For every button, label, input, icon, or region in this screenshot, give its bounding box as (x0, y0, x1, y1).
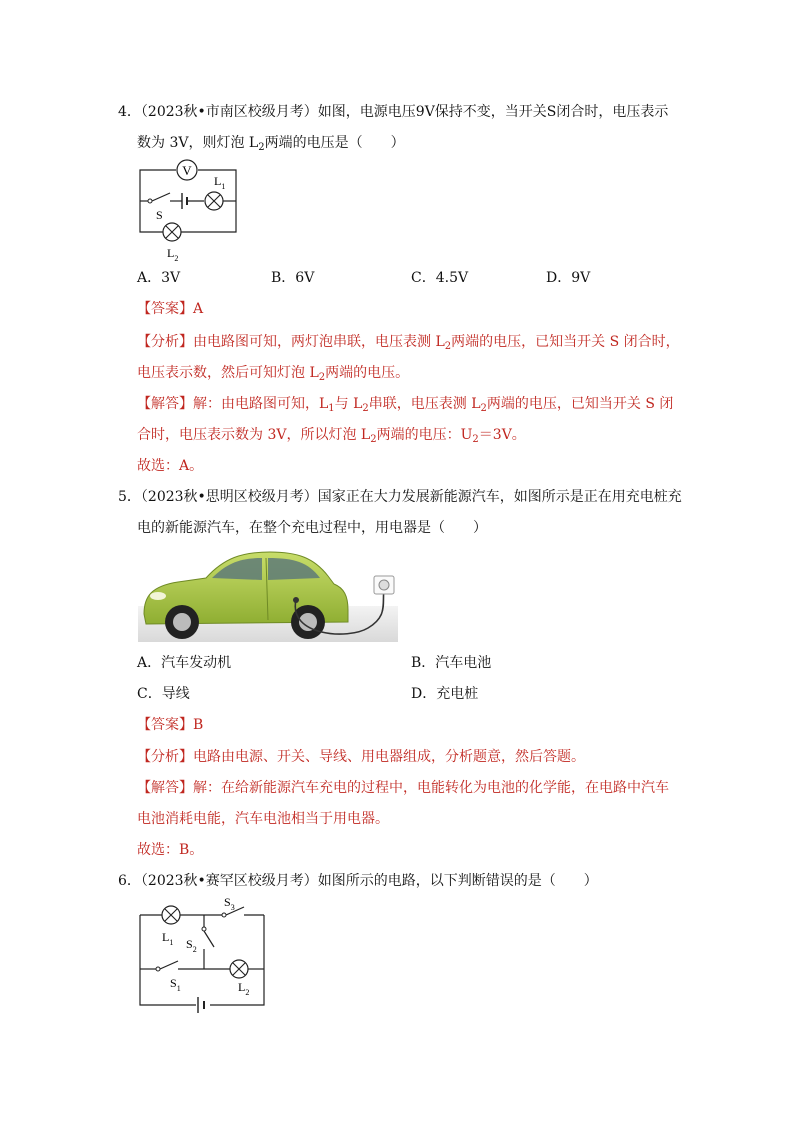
q4-analysis-line1 (137, 332, 680, 352)
lamp-l2-label: $L_2$ (167, 246, 179, 263)
solution-text: 两端的电压，已知当开关 S 闭 (486, 396, 674, 412)
q4-option-c[interactable]: C．4.5V (411, 270, 469, 286)
switch-s-label: S (156, 208, 163, 222)
switch-s2-symbol (204, 931, 214, 947)
q5-analysis (137, 747, 585, 767)
q5-option-d[interactable]: D．充电桩 (411, 686, 479, 702)
switch-s1-symbol (160, 961, 178, 969)
analysis-sub: 2 (444, 341, 452, 352)
q5-solution-line1 (137, 778, 669, 798)
analysis-text: 两端的电压。 (325, 365, 410, 381)
q4-option-b[interactable]: B．6V (271, 270, 315, 286)
q5-answer (137, 715, 203, 735)
solution-text: 合时，电压表示数为 3V，所以灯泡 L (137, 427, 371, 443)
q4-solution-line2 (137, 425, 526, 445)
solution-text: 串联，电压表测 L (368, 396, 481, 412)
charging-car-image (138, 544, 398, 642)
q4-option-a[interactable]: A．3V (137, 270, 181, 286)
q5-option-c[interactable]: C．导线 (137, 686, 190, 702)
lamp-l1-label: $L_1$ (214, 174, 226, 191)
analysis-sub: 2 (318, 372, 326, 383)
q4-stem-sub: 2 (258, 142, 265, 153)
switch-s-symbol (152, 193, 170, 201)
q4-stem-line2 (137, 133, 405, 153)
q5-choice: 故选：B。 (137, 842, 204, 858)
solution-text: 解：在给新能源汽车充电的过程中，电能转化为电池的化学能，在电路中汽车 (193, 780, 669, 796)
lamp-l2-label: $L_2$ (238, 980, 250, 997)
analysis-text: 电压表示数，然后可知灯泡 L (137, 365, 319, 381)
q4-solution-line1 (137, 394, 673, 414)
solution-tag: 【解答】 (137, 780, 193, 796)
analysis-tag: 【分析】 (137, 749, 193, 765)
solution-text: 与 L (334, 396, 363, 412)
switch-s3-label: $S_3$ (224, 895, 235, 912)
switch-s1-label: $S_1$ (170, 976, 181, 993)
q4-choice: 故选：A。 (137, 458, 204, 474)
q4-stem-text: 两端的电压是（ ） (264, 135, 405, 151)
q4-stem-line1: 4．（2023秋•市南区校级月考）如图，电源电压9V保持不变，当开关S闭合时，电压表示 (118, 104, 669, 120)
car-illustration (138, 544, 398, 642)
solution-sub: 2 (472, 434, 479, 445)
q4-analysis-line2 (137, 363, 409, 383)
q6-stem-line1: 6．（2023秋•赛罕区校级月考）如图所示的电路，以下判断错误的是（ ） (118, 873, 598, 889)
answer-value: B (193, 717, 204, 733)
solution-text: 解：由电路图可知，L (193, 396, 329, 412)
solution-sub: 2 (370, 434, 377, 445)
solution-tag: 【解答】 (137, 396, 193, 412)
q4-stem-text: 数为 3V，则灯泡 L (137, 135, 259, 151)
lamp-l1-label: $L_1$ (162, 930, 174, 947)
q4-answer (137, 299, 203, 319)
solution-sub: 2 (362, 403, 369, 414)
voltmeter-label: V (182, 163, 192, 178)
q5-stem-line2: 电的新能源汽车，在整个充电过程中，用电器是（ ） (137, 520, 487, 536)
answer-tag: 【答案】 (137, 717, 193, 733)
q5-option-a[interactable]: A．汽车发动机 (137, 655, 232, 671)
analysis-text: 由电路图可知，两灯泡串联，电压表测 L (193, 334, 445, 350)
solution-text: 两端的电压：U (376, 427, 473, 443)
analysis-tag: 【分析】 (137, 334, 193, 350)
q4-circuit-diagram (136, 156, 246, 264)
analysis-text: 两端的电压，已知当开关 S 闭合时， (451, 334, 680, 350)
q4-option-d[interactable]: D．9V (546, 270, 591, 286)
solution-text: ＝3V。 (478, 427, 526, 443)
switch-s2-label: $S_2$ (186, 937, 197, 954)
q6-circuit-diagram (134, 893, 274, 1015)
answer-value: A (193, 301, 204, 317)
analysis-text: 电路由电源、开关、导线、用电器组成，分析题意，然后答题。 (193, 749, 585, 765)
solution-sub: 2 (480, 403, 487, 414)
q5-stem-line1: 5．（2023秋•思明区校级月考）国家正在大力发展新能源汽车，如图所示是正在用充电桩充 (118, 489, 682, 505)
q5-solution-line2: 电池消耗电能，汽车电池相当于用电器。 (137, 811, 389, 827)
answer-tag: 【答案】 (137, 301, 193, 317)
q5-option-b[interactable]: B．汽车电池 (411, 655, 492, 671)
solution-sub: 1 (328, 403, 335, 414)
